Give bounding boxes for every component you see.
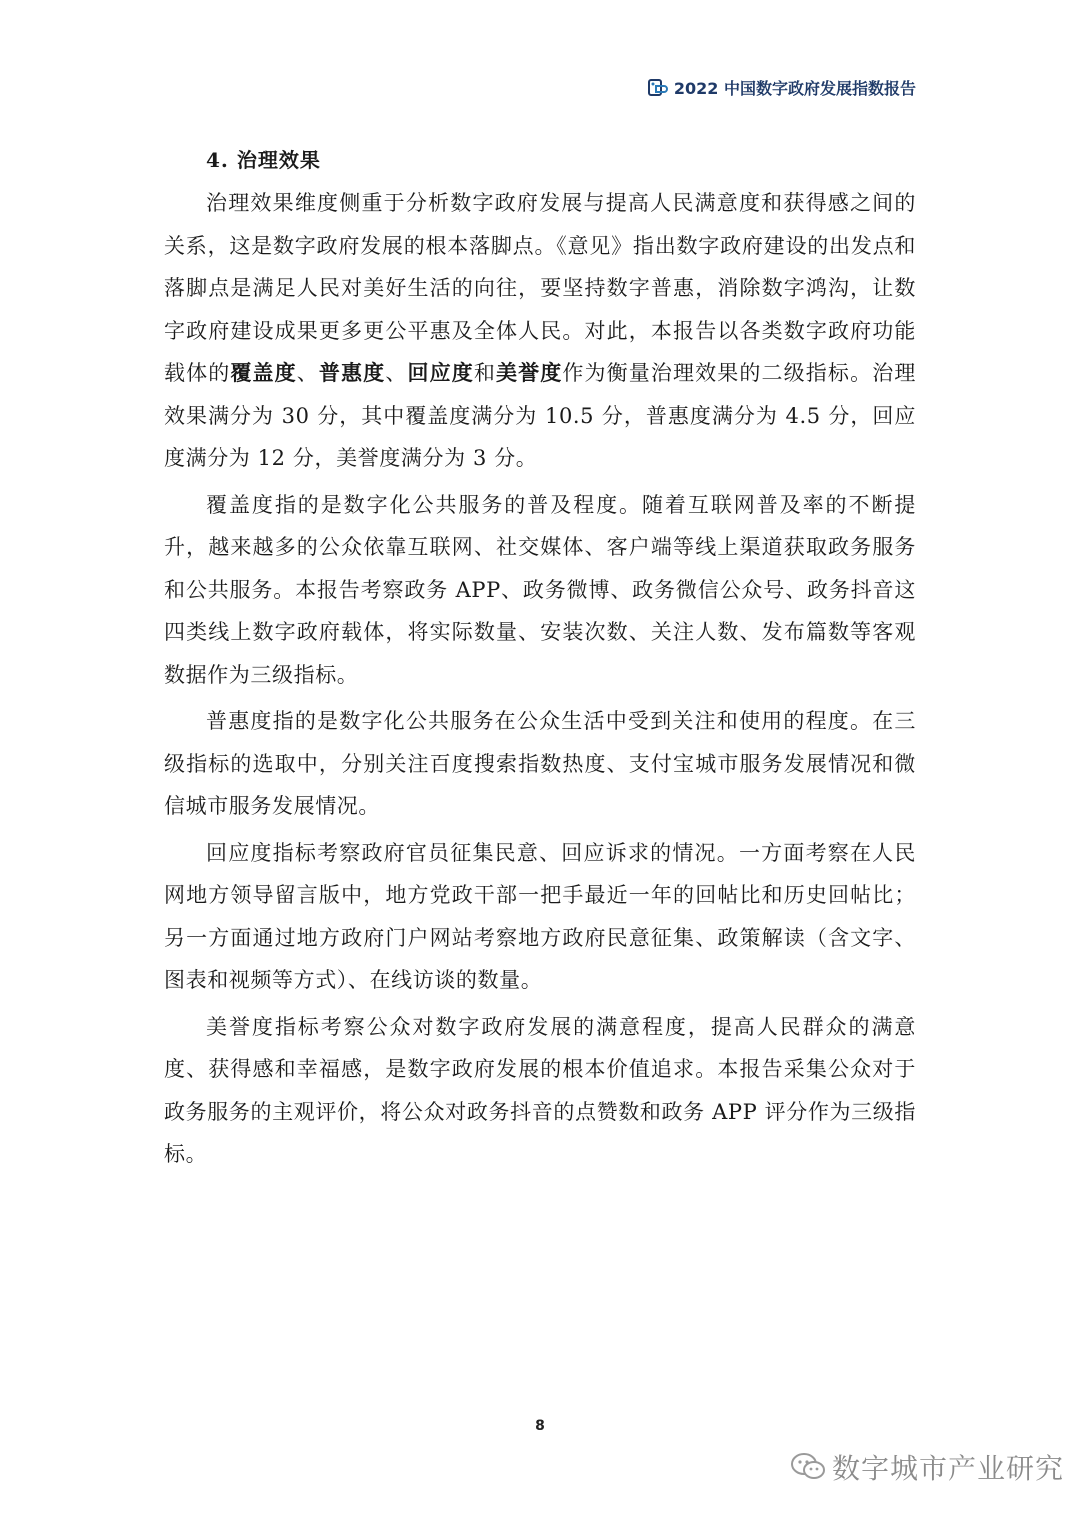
- paragraph-text: 作为衡量治理效果的二级指标。治理效果满分为 30 分，其中覆盖度满分为 10.5 分，普惠度满分为 4.5 分，回应度满分为 12 分，美誉度满分为 3 分。: [164, 361, 916, 470]
- keyword-inclusiveness: 普惠度: [318, 360, 386, 385]
- page-header: [648, 76, 916, 99]
- paragraph-responsiveness: 回应度指标考察政府官员征集民意、回应诉求的情况。一方面考察在人民网地方领导留言版中，地方党政干部一把手最近一年的回帖比和历史回帖比；另一方面通过地方政府门户网站考察地方政府民意征集、政策解读（含文字、图表和视频等方式）、在线访谈的数量。: [164, 840, 916, 992]
- paragraph-inclusiveness: 普惠度指的是数字化公共服务在公众生活中受到关注和使用的程度。在三级指标的选取中，分别关注百度搜索指数热度、支付宝城市服务发展情况和微信城市服务发展情况。: [164, 709, 916, 818]
- wechat-icon: [790, 1452, 826, 1482]
- keyword-coverage: 覆盖度: [230, 360, 297, 385]
- paragraph-reputation: 美誉度指标考察公众对数字政府发展的满意程度，提高人民群众的满意度、获得感和幸福感，是数字政府发展的根本价值追求。本报告采集公众对于政务服务的主观评价，将公众对政务抖音的点赞数和政务 APP 评分作为三级指标。: [164, 1014, 916, 1166]
- keyword-responsiveness: 回应度: [407, 360, 474, 385]
- paragraph-text: 治理效果维度侧重于分析数字政府发展与提高人民满意度和获得感之间的关系，这是数字政府发展的根本落脚点。《意见》指出数字政府建设的出发点和落脚点是满足人民对美好生活的向往，要坚持数字普惠，消除数字鸿沟，让数字政府建设成果更多更公平惠及全体人民。对此，本报告以各类数字政府功能载体的: [164, 191, 916, 385]
- section-title: 4. 治理效果: [206, 148, 321, 172]
- separator: 和: [473, 361, 496, 385]
- watermark: [790, 1447, 1064, 1487]
- separator: 、: [385, 361, 408, 385]
- separator: 、: [296, 361, 319, 385]
- document-body: [164, 128, 916, 1180]
- paragraph-governance-effect: [164, 182, 916, 480]
- header-title: 2022 中国数字政府发展指数报告: [673, 79, 916, 98]
- paragraph-coverage: 覆盖度指的是数字化公共服务的普及程度。随着互联网普及率的不断提升，越来越多的公众依靠互联网、社交媒体、客户端等线上渠道获取政务服务和公共服务。本报告考察政务 APP、政务微博、政务微信公众号、政务抖音这四类线上数字政府载体，将实际数量、安装次数、关注人数、发布篇数等客观数据作为三级指标。: [164, 492, 916, 687]
- report-logo-icon: [648, 78, 668, 98]
- keyword-reputation: 美誉度: [495, 360, 563, 385]
- page-number: 8: [535, 1418, 545, 1434]
- watermark-text: 数字城市产业研究: [832, 1452, 1065, 1485]
